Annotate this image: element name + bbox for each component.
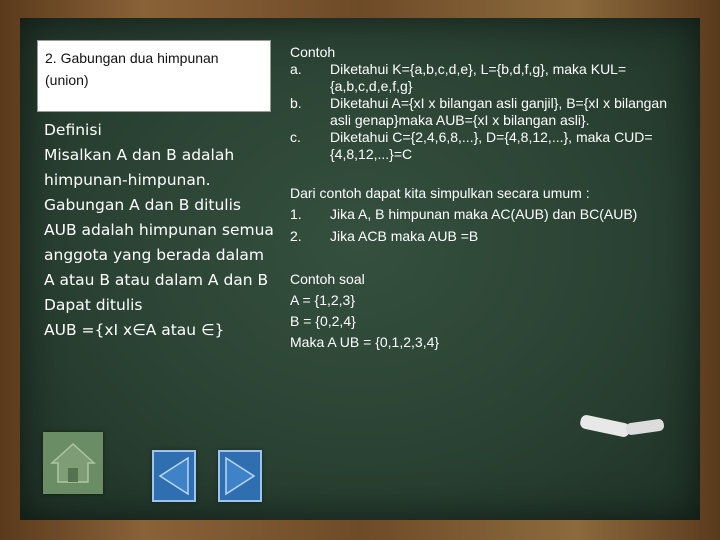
soal-set-b: B = {0,2,4} (290, 313, 356, 329)
previous-button[interactable] (152, 450, 196, 502)
definition-block (44, 118, 274, 343)
conclusion-text: Jika A, B himpunan maka AC(AUB) dan BC(AUB) (330, 206, 638, 222)
section-title-line1: 2. Gabungan dua himpunan (45, 50, 219, 66)
home-icon (43, 432, 103, 494)
conclusion-item (290, 225, 690, 247)
example-text: Diketahui C={2,4,6,8,...}, D={4,8,12,...}, maka CUD={4,8,12,...}=C (330, 129, 653, 162)
conclusion-intro: Dari contoh dapat kita simpulkan secara umum : (290, 185, 590, 201)
example-item (290, 95, 690, 129)
definition-heading: Definisi (44, 121, 102, 139)
next-button[interactable] (218, 450, 262, 502)
example-item (290, 61, 690, 95)
triangle-right-icon (218, 450, 262, 502)
definition-body: Misalkan A dan B adalah himpunan-himpunan. Gabungan A dan B ditulis AUB adalah himpunan semua anggota yang berada dalam A atau B atau dalam A dan B (44, 146, 274, 289)
soal-result: Maka A UB = {0,1,2,3,4} (290, 334, 440, 350)
soal-set-a: A = {1,2,3} (290, 292, 356, 308)
conclusion-item (290, 203, 690, 225)
conclusion-text: Jika ACB maka AUB =B (330, 228, 479, 244)
example-mark: c. (290, 129, 301, 145)
written-label: Dapat ditulis (44, 296, 143, 314)
example-item (290, 129, 690, 163)
example-mark: a. (290, 61, 302, 77)
conclusion-mark: 2. (290, 228, 302, 244)
section-title-box (37, 40, 271, 112)
examples-panel (290, 44, 690, 353)
conclusion-mark: 1. (290, 206, 302, 222)
example-text: Diketahui K={a,b,c,d,e}, L={b,d,f,g}, maka KUL={a,b,c,d,e,f,g} (330, 61, 627, 94)
home-button[interactable] (43, 432, 103, 494)
chalk-pieces (578, 415, 668, 437)
example-text: Diketahui A={xI x bilangan asli ganjil}, B={xI x bilangan asli genap}maka AUB={xI x bilangan asli}. (330, 95, 668, 128)
soal-heading: Contoh soal (290, 271, 365, 287)
example-mark: b. (290, 95, 302, 111)
union-formula: AUB ={xI x∈A atau ∈} (44, 321, 225, 339)
examples-heading: Contoh (290, 44, 336, 60)
section-title-line2: (union) (45, 72, 89, 88)
triangle-left-icon (152, 450, 196, 502)
